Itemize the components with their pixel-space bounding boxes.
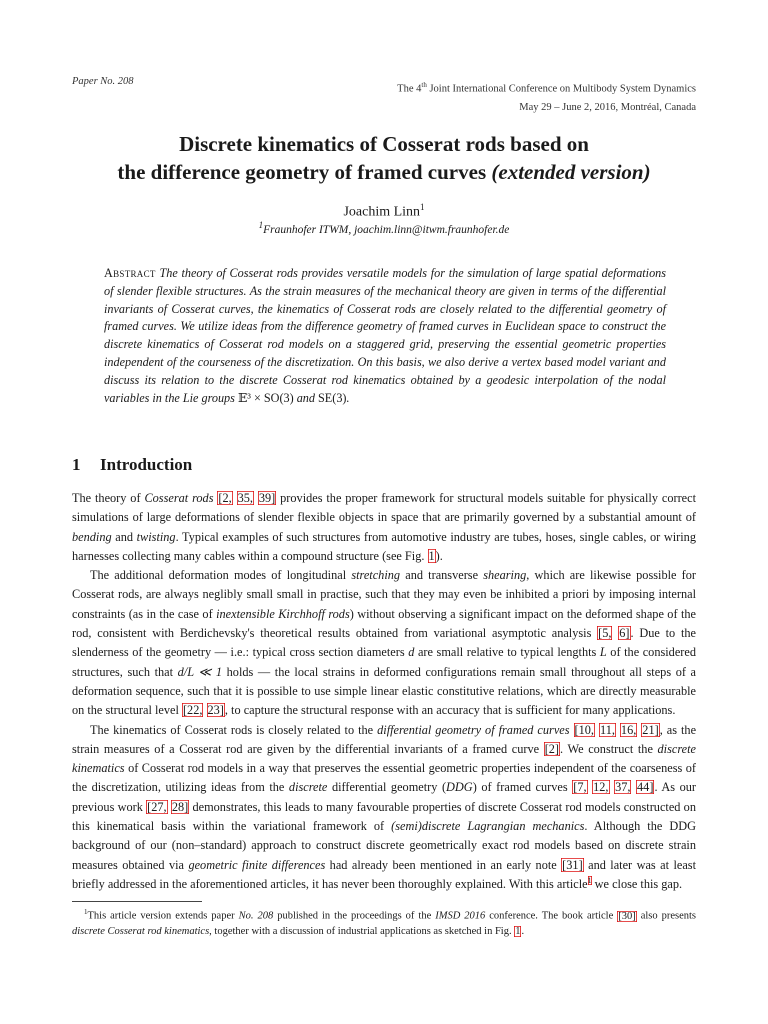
citation-link[interactable]: [10, <box>574 722 594 737</box>
citation-link[interactable]: [30] <box>618 910 636 922</box>
citation-link[interactable]: [5, <box>598 626 612 641</box>
title-line-1: Discrete kinematics of Cosserat rods based on <box>179 132 589 156</box>
section-number: 1 <box>72 455 81 474</box>
citation-link[interactable]: 37, <box>615 780 631 795</box>
citation-link[interactable]: [2, <box>218 491 232 505</box>
citation-link[interactable]: 12, <box>593 780 609 795</box>
citation-link[interactable]: [27, <box>147 799 167 814</box>
footnote-link[interactable]: 1 <box>587 875 592 885</box>
abstract: Abstract The theory of Cosserat rods provides versatile models for the simulation of large spatial deformations of slender flexible structures. As the strain measures of the mechanical theory are given in terms of the differential invariants of Cosserat curves, the kinematics of Cosserat rods are closely related to the differential geometry of framed curves. We utilize ideas from the difference geometry of framed curves in Euclidean space to construct the discrete kinematics of Cosserat rod models on a staggered grid, preserving the essential geometric properties independent of the courseness of the discretization. On this basis, we also derive a vertex based model variant and discuss its relation to the discrete Cosserat rod kinematics obtained by a geodesic interpolation of the nodal variables in the Lie groups 𝔼³ × SO(3) and SE(3). <box>104 266 666 405</box>
conference-dates: May 29 – June 2, 2016, Montréal, Canada <box>519 101 696 113</box>
paper-number: Paper No. 208 <box>72 76 134 87</box>
abstract-label: Abstract <box>104 266 156 280</box>
citation-link[interactable]: [7, <box>573 780 587 795</box>
citation-link[interactable]: 11, <box>600 722 615 737</box>
title-extended: (extended version) <box>491 160 651 184</box>
paper-title <box>72 130 696 186</box>
conference-header <box>397 76 696 117</box>
citation-link[interactable]: 44] <box>637 780 654 795</box>
paragraph-3: The kinematics of Cosserat rods is closely related to the differential geometry of framed curves [10, 11, 16, 21], as the strain measures of a Cosserat rod are given by the differential invariants of a framed curve [2]. We construct the discrete kinematics of Cosserat rod models in a way that preserves the essential geometric properties independent of the coarseness of the discretization, utilizing ideas from the discrete differential geometry (DDG) of framed curves [7, 12, 37, 44]. As our previous work [27, 28] demonstrates, this leads to many favourable properties of discrete Cosserat rod models constructed on this kinematical basis within the variational framework of (semi)discrete Lagrangian mechanics. Although the DDG background of our (non–standard) approach to construct discrete geometrically exact rod models based on discrete strain measures obtained via geometric finite differences had already been mentioned in an early note [31] and later was at least briefly addressed in the aforementioned articles, it has never been thoroughly explained. With this article$^1$ we close this gap. <box>72 722 697 891</box>
author-name: Joachim Linn$^1$ <box>343 202 425 220</box>
citation-link[interactable]: [22, <box>182 703 203 718</box>
citation-link[interactable]: 21] <box>642 722 659 737</box>
paragraph-1: The theory of Cosserat rods [2, 35, 39] provides the proper framework for structural models suitable for physically correct simulations of large deformations of slender flexible objects in space that are primarily governed by a substantial amount of bending and twisting. Typical examples of such structures from automotive industry are tubes, hoses, single cables, or wiring harnesses collecting many cables within a compound structure (see Fig. 1). <box>72 491 697 563</box>
abstract-math-group: 𝔼³ × SO(3) <box>237 390 294 405</box>
section-heading <box>72 455 192 475</box>
conference-name: The 4th Joint International Conference on Multibody System Dynamics <box>397 81 696 95</box>
section-title: Introduction <box>100 455 193 474</box>
body-text <box>72 489 696 894</box>
author-affiliation: $^1$Fraunhofer ITWM, joachim.linn@itwm.fraunhofer.de <box>258 220 510 236</box>
abstract-text: The theory of Cosserat rods provides versatile models for the simulation of large spatial deformations of slender flexible structures. As the strain measures of the mechanical theory are given in terms of the differential invariants of Cosserat curves, the kinematics of Cosserat rods are closely related to the differential geometry of framed curves. We utilize ideas from the difference geometry of framed curves in Euclidean space to construct the discrete kinematics of Cosserat rod models on a staggered grid, preserving the essential geometric properties independent of the courseness of the discretization. On this basis, we also derive a vertex based model variant and discuss its relation to the discrete Cosserat rod kinematics obtained by a geodesic interpolation of the nodal variables in the Lie groups <box>104 266 666 405</box>
citation-link[interactable]: 6] <box>619 626 630 641</box>
footnote-rule <box>72 901 202 902</box>
citation-link[interactable]: 23] <box>207 703 224 718</box>
figure-link[interactable]: 1 <box>428 548 435 563</box>
title-line-2: the difference geometry of framed curves (extended version) <box>117 160 651 184</box>
footnote: $^1$This article version extends paper No. 208 published in the proceedings of the IMSD 2016 conference. The book article [30] also presents discrete Cosserat rod kinematics, together with a discussion of industrial applications as sketched in Fig. 1. <box>72 908 696 937</box>
math-ratio: d/L ≪ 1 <box>177 664 223 679</box>
abstract-math-se3: SE(3) <box>318 390 347 405</box>
citation-link[interactable]: [2] <box>544 741 560 756</box>
citation-link[interactable]: [31] <box>562 857 583 872</box>
paragraph-2: The additional deformation modes of longitudinal stretching and transverse shearing, which are likewise possible for Cosserat rods, are always neglibly small small in practise, such that they may even be inhibited a priori by imposing internal constraints (as in the case of inextensible Kirchhoff rods) without observing a significant impact on the deformed shape of the rod, consistent with Berdichevsky's theoretical results obtained from variational asymptotic analysis [5, 6]. Due to the slenderness of the geometry — i.e.: typical cross section diameters d are small relative to typical lengthts L of the considered structures, such that d/L ≪ 1 holds — the local strains in deformed configurations remain small throughout all steps of a deformation sequence, such that it is possible to use simple linear elastic constitutive relations, which are directly measurable on the structural level [22, 23], to capture the structural response with an accuracy that is sufficient for many applications. <box>72 568 697 718</box>
citation-link[interactable]: 39] <box>258 491 276 505</box>
citation-link[interactable]: 35, <box>237 491 253 505</box>
citation-link[interactable]: 28] <box>171 799 189 814</box>
citation-link[interactable]: 16, <box>620 722 637 737</box>
figure-link[interactable]: 1 <box>515 926 521 937</box>
